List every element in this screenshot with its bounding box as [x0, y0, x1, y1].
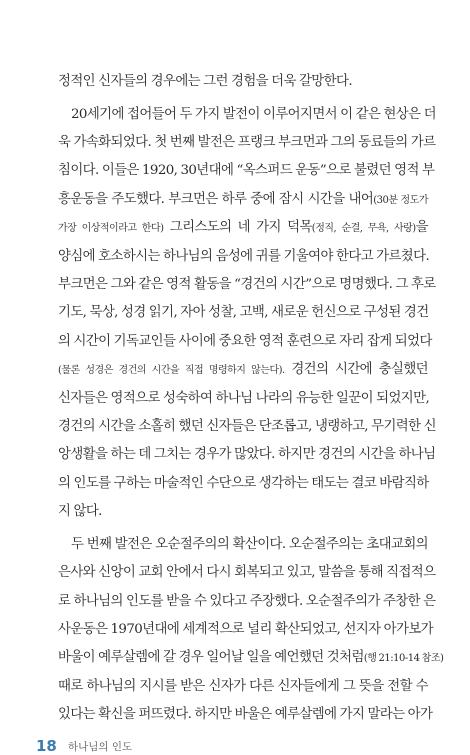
text-line: [58, 360, 428, 381]
inline-note: (정직, 순결, 무욕, 사랑): [311, 223, 416, 235]
text-run: 을: [415, 220, 429, 236]
text-run: 로 하나님의 인도를 받을 수 있다고 주장했다. 오순절주의가 주창한 은: [58, 593, 436, 609]
text-run: 지 않다.: [58, 504, 102, 520]
text-line: [58, 389, 428, 409]
text-run: 은사와 신앙이 교회 안에서 다시 회복되고 있고, 말씀을 통해 직접적으: [58, 565, 436, 581]
text-run: 정적인 신자들의 경우에는 그런 경험을 더욱 갈망한다.: [58, 74, 352, 89]
text-run: 욱 가속화되었다. 첫 번째 발전은 프랭크 부크먼과 그의 동료들의 가르: [58, 135, 436, 150]
text-line: [58, 474, 428, 494]
text-run: 바울이 예루살렘에 갈 경우 일어날 일을 예언했던 것처럼: [58, 650, 364, 666]
text-line: [58, 502, 428, 522]
inline-note: (행 21:10-14 참조): [363, 653, 444, 665]
text-run: 신자들은 영적으로 성숙하여 하나님 나라의 유능한 일꾼이 되었지만,: [58, 390, 430, 406]
running-title: 하나님의 인도: [67, 741, 133, 753]
text-run: 의 시간이 기독교인들 사이에 중요한 영적 훈련으로 자리 잡게 되었다: [58, 333, 432, 349]
text-run: 기도, 묵상, 성경 읽기, 자아 성찰, 고백, 새로운 헌신으로 구성된 경건: [58, 305, 429, 321]
text-line: [58, 648, 444, 669]
text-line: [58, 218, 428, 239]
text-run: 두 번째 발전은 오순절주의의 확산이다. 오순절주의는 초대교회의: [71, 536, 428, 552]
text-line: [58, 190, 428, 211]
text-run: 양심에 호소하시는 하나님의 음성에 귀를 기울여야 한다고 가르쳤다.: [58, 248, 430, 264]
inline-note: (30분 정도가: [373, 194, 429, 206]
page-number: 18: [36, 737, 57, 755]
text-run: 의 인도를 구하는 마술적인 수단으로 생각하는 태도는 결코 바람직하: [58, 475, 429, 491]
text-line: [58, 247, 428, 267]
text-line: [58, 72, 428, 92]
text-line: [58, 417, 436, 437]
text-run: 부크먼은 그와 같은 영적 활동을 “경건의 시간”으로 명명했다. 그 후로: [58, 277, 436, 292]
page-footer: [36, 736, 132, 755]
text-line: [58, 705, 433, 725]
text-line: [58, 332, 432, 352]
text-line: [58, 303, 428, 323]
text-line: [58, 563, 436, 583]
inline-note: 가장 이상적이라고 한다): [58, 223, 164, 235]
text-run: 때로 하나님의 지시를 받은 신자가 다른 신자들에게 그 뜻을 전할 수: [58, 678, 428, 694]
text-run: 경건의 시간을 소홀히 했던 신자들은 단조롭고, 냉랭하고, 무기력한 신: [58, 419, 436, 434]
text-line: [58, 620, 433, 640]
text-line: [58, 161, 435, 181]
text-run: 경건의 시간에 충실했던: [284, 362, 428, 378]
text-line: [71, 535, 428, 555]
text-line: [71, 105, 436, 125]
text-line: [58, 275, 436, 295]
text-run: 침이다. 이들은 1920, 30년대에 “옥스퍼드 운동”으로 불렸던 영적 부: [58, 163, 435, 179]
text-line: [58, 445, 436, 465]
text-run: 흥운동을 주도했다. 부크먼은 하루 중에 잠시 시간을 내어: [58, 191, 374, 207]
text-run: 있다는 확신을 퍼뜨렸다. 하지만 바울은 예루살렘에 가지 말라는 아가: [58, 707, 433, 723]
text-run: 20세기에 접어들어 두 가지 발전이 이루어지면서 이 같은 현상은 더: [71, 106, 436, 122]
text-run: 앙생활을 하는 데 그치는 경우가 많았다. 하지만 경건의 시간을 하나님: [58, 447, 436, 463]
text-run: 사운동은 1970년대에 세계적으로 널리 확산되었고, 선지자 아가보가: [58, 622, 433, 637]
text-run: 그리스도의 네 가지 덕목: [163, 220, 312, 236]
inline-note: (물론 성경은 경건의 시간을 직접 명령하지 않는다).: [58, 365, 285, 377]
text-line: [58, 592, 436, 612]
text-line: [58, 677, 428, 697]
text-line: [58, 133, 436, 153]
